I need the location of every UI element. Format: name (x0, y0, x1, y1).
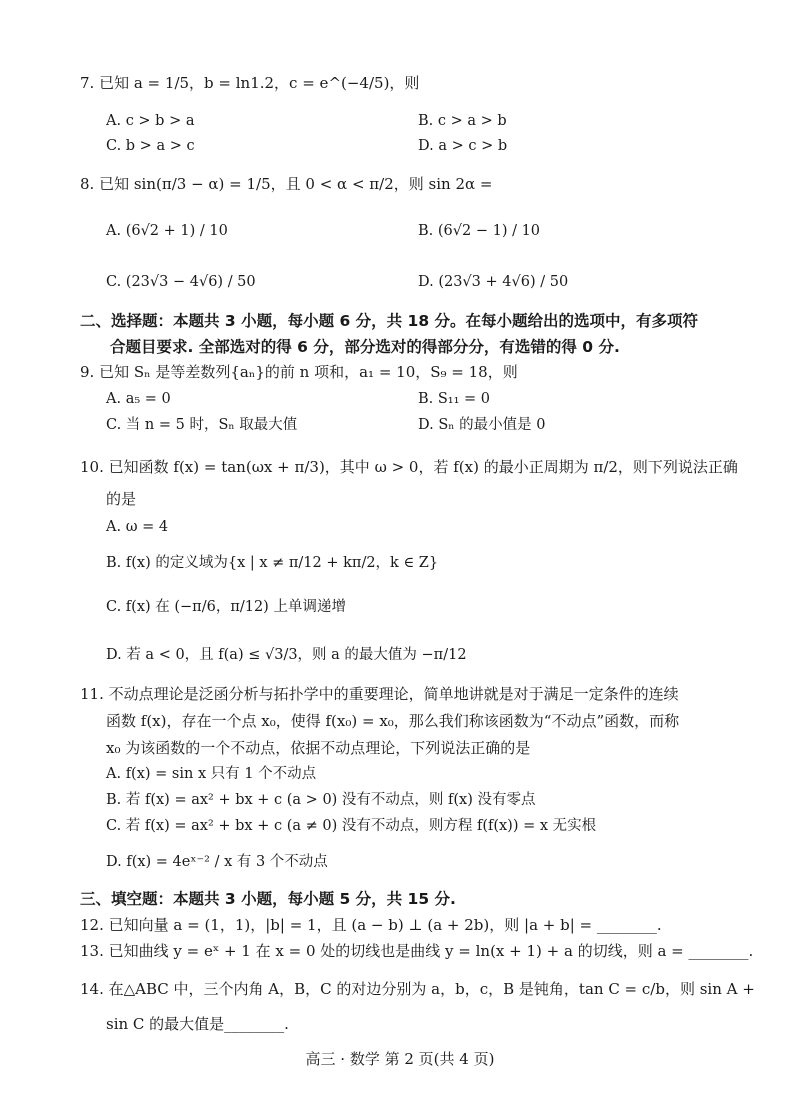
question-10-option-c: C. f(x) 在 (−π/6，π/12) 上单调递增 (106, 599, 346, 615)
question-10-stem-cont: 的是 (106, 490, 137, 508)
question-8-option-b: B. (6√2 − 1) / 10 (418, 223, 541, 239)
question-7-option-b: B. c > a > b (418, 113, 507, 129)
question-10-option-b: B. f(x) 的定义域为{x | x ≠ π/12 + kπ/2，k ∈ Z} (106, 555, 439, 571)
question-9-option-a: A. a₅ = 0 (106, 391, 171, 407)
question-11-option-d: D. f(x) = 4eˣ⁻² / x 有 3 个不动点 (106, 854, 328, 870)
question-10-option-a: A. ω = 4 (106, 519, 169, 535)
question-14-line-2: sin C 的最大值是________. (106, 1015, 289, 1033)
question-9-stem: 9. 已知 Sₙ 是等差数列{aₙ}的前 n 项和，a₁ = 10，S₉ = 18，则 (80, 363, 518, 381)
question-9-option-d: D. Sₙ 的最小值是 0 (418, 417, 546, 433)
question-7-option-c: C. b > a > c (106, 138, 195, 154)
question-10-stem: 10. 已知函数 f(x) = tan(ωx + π/3)，其中 ω > 0，若 f(x) 的最小正周期为 π/2，则下列说法正确 (80, 458, 738, 476)
question-9-option-c: C. 当 n = 5 时，Sₙ 取最大值 (106, 417, 298, 433)
question-8-option-d: D. (23√3 + 4√6) / 50 (418, 274, 569, 290)
question-10-option-d: D. 若 a < 0，且 f(a) ≤ √3/3，则 a 的最大值为 −π/12 (106, 647, 467, 663)
question-11-line-1: 11. 不动点理论是泛函分析与拓扑学中的重要理论，简单地讲就是对于满足一定条件的连续 (80, 685, 679, 703)
question-7-stem: 7. 已知 a = 1/5，b = ln1.2，c = e^(−4/5)，则 (80, 74, 420, 92)
question-12-stem: 12. 已知向量 a = (1，1)，|b| = 1，且 (a − b) ⊥ (a + 2b)，则 |a + b| = ________. (80, 916, 662, 934)
question-9-option-b: B. S₁₁ = 0 (418, 391, 491, 407)
page-footer: 高三 · 数学 第 2 页(共 4 页) (305, 1050, 495, 1068)
question-8-stem: 8. 已知 sin(π/3 − α) = 1/5，且 0 < α < π/2，则 sin 2α = (80, 175, 493, 193)
question-14-line-1: 14. 在△ABC 中，三个内角 A，B，C 的对边分别为 a，b，c，B 是钝角，tan C = c/b，则 sin A + (80, 980, 755, 998)
question-11-line-3: x₀ 为该函数的一个不动点，依据不动点理论，下列说法正确的是 (106, 739, 531, 757)
question-11-line-2: 函数 f(x)，存在一个点 x₀，使得 f(x₀) = x₀，那么我们称该函数为“不动点”函数，而称 (106, 712, 680, 730)
question-8-option-c: C. (23√3 − 4√6) / 50 (106, 274, 256, 290)
question-7-option-a: A. c > b > a (106, 113, 195, 129)
section-2-heading: 二、选择题：本题共 3 小题，每小题 6 分，共 18 分。在每小题给出的选项中，有多项符 (80, 312, 699, 330)
section-3-heading: 三、填空题：本题共 3 小题，每小题 5 分，共 15 分. (80, 890, 456, 908)
question-11-option-b: B. 若 f(x) = ax² + bx + c (a > 0) 没有不动点，则 f(x) 没有零点 (106, 792, 536, 808)
question-8-option-a: A. (6√2 + 1) / 10 (106, 223, 228, 239)
question-13-stem: 13. 已知曲线 y = eˣ + 1 在 x = 0 处的切线也是曲线 y = ln(x + 1) + a 的切线，则 a = ________. (80, 942, 754, 960)
section-2-heading-cont: 合题目要求. 全部选对的得 6 分，部分选对的得部分分，有选错的得 0 分. (110, 338, 620, 356)
question-11-option-a: A. f(x) = sin x 只有 1 个不动点 (106, 766, 317, 782)
question-7-option-d: D. a > c > b (418, 138, 508, 154)
question-11-option-c: C. 若 f(x) = ax² + bx + c (a ≠ 0) 没有不动点，则方程 f(f(x)) = x 无实根 (106, 818, 597, 834)
